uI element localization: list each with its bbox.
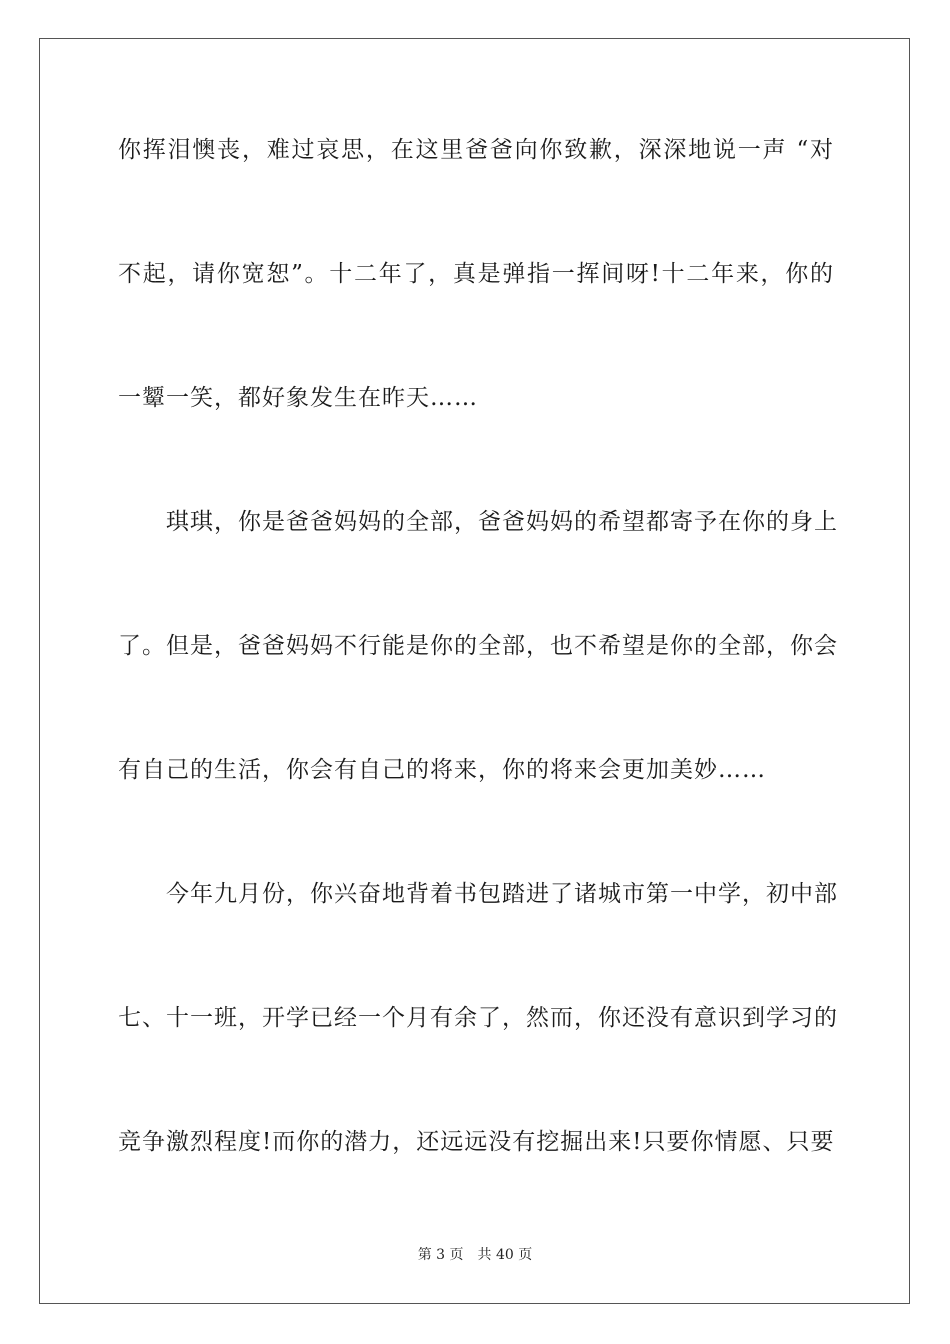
text-line-5: 了。但是，爸爸妈妈不行能是你的全部，也不希望是你的全部，你会 <box>118 633 838 659</box>
text-line-3: 一颦一笑，都好象发生在昨天…… <box>118 385 478 411</box>
page-number: 第 3 页 <box>417 1247 464 1263</box>
text-line-9: 竞争激烈程度!而你的潜力，还远远没有挖掘出来!只要你情愿、只要 <box>118 1129 835 1155</box>
text-line-2: 不起，请你宽恕”。十二年了，真是弹指一挥间呀!十二年来，你的 <box>118 261 834 287</box>
text-line-6: 有自己的生活，你会有自己的将来，你的将来会更加美妙…… <box>118 757 766 783</box>
page-total: 共 40 页 <box>477 1247 533 1263</box>
text-line-1: 你挥泪懊丧，难过哀思，在这里爸爸向你致歉，深深地说一声 “对 <box>118 137 834 163</box>
text-line-7: 今年九月份，你兴奋地背着书包踏进了诸城市第一中学，初中部 <box>166 881 838 907</box>
text-line-8: 七、十一班，开学已经一个月有余了，然而，你还没有意识到学习的 <box>118 1005 838 1031</box>
page-footer <box>0 1246 950 1264</box>
text-line-4: 琪琪，你是爸爸妈妈的全部，爸爸妈妈的希望都寄予在你的身上 <box>166 509 838 535</box>
page-border <box>39 38 910 1304</box>
